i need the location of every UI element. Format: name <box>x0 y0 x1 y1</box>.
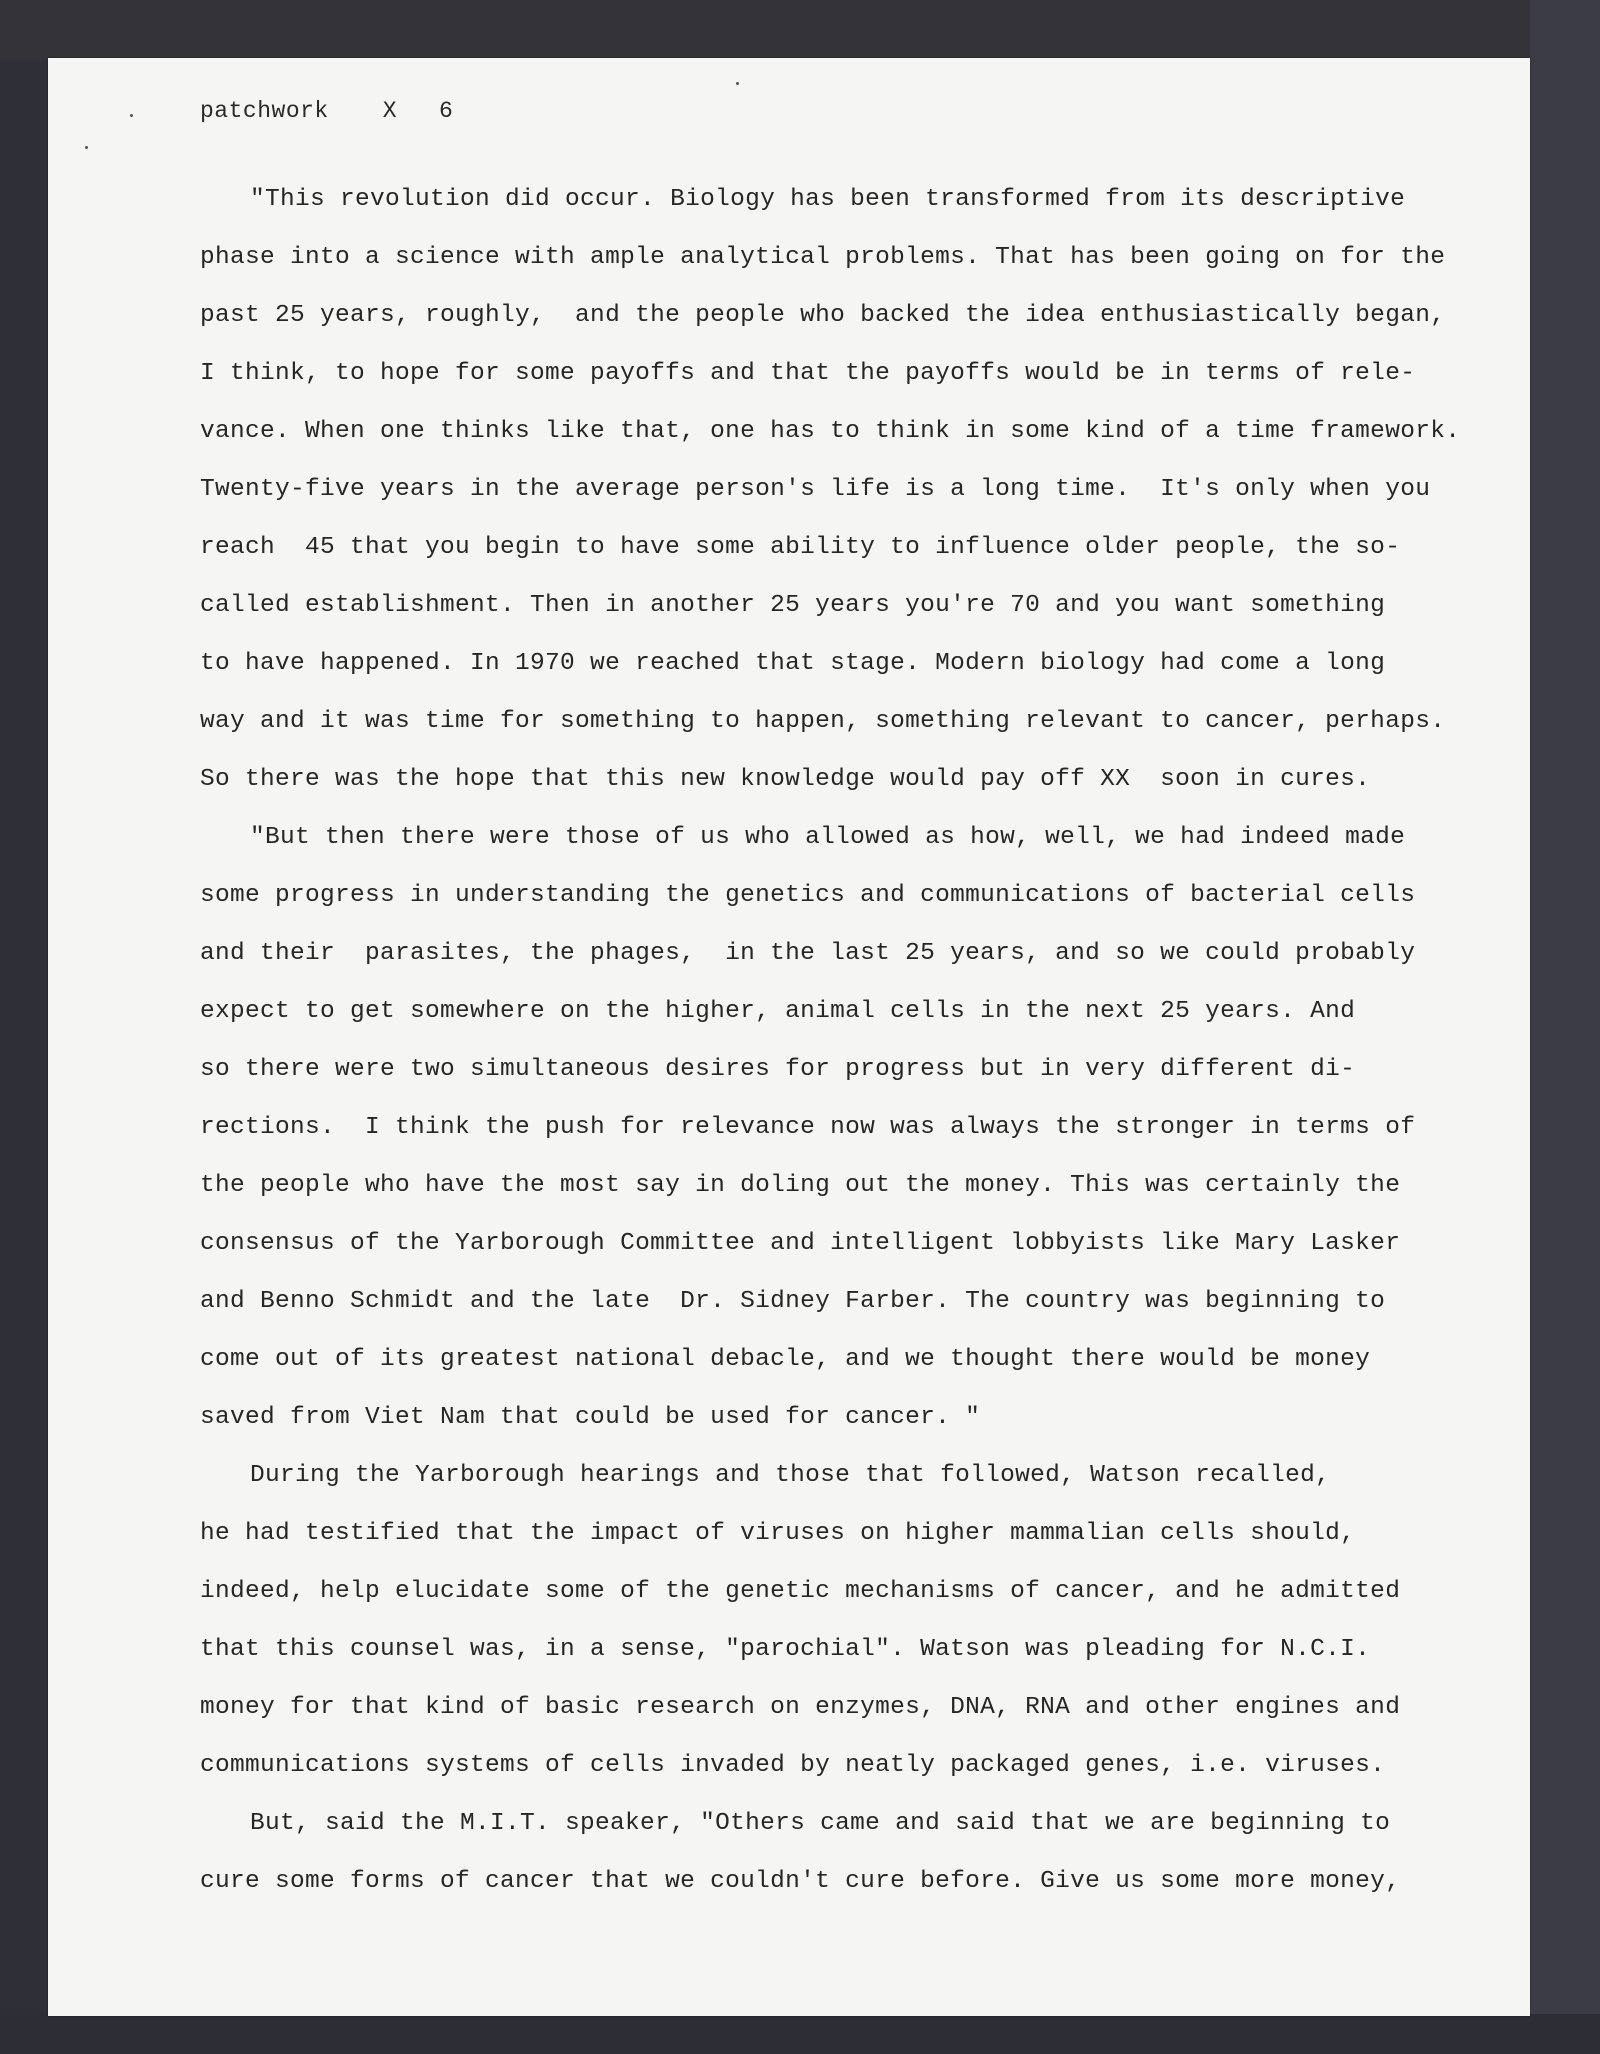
header-section: X <box>382 98 398 124</box>
typewritten-page <box>48 58 1530 2016</box>
text-line-13: some progress in understanding the genetics and communications of bacterial cells <box>200 882 1416 909</box>
text-line-4: I think, to hope for some payoffs and that the payoffs would be in terms of rele- <box>200 360 1416 387</box>
text-line-15: expect to get somewhere on the higher, animal cells in the next 25 years. And <box>200 998 1356 1025</box>
text-line-7: reach 45 that you begin to have some ability to influence older people, the so- <box>200 534 1401 561</box>
text-line-24: he had testified that the impact of viruses on higher mammalian cells should, <box>200 1520 1356 1547</box>
scan-background-right <box>1530 0 1600 2054</box>
text-line-14: and their parasites, the phages, in the last 25 years, and so we could probably <box>200 940 1416 967</box>
text-line-5: vance. When one thinks like that, one has to think in some kind of a time framework. <box>200 418 1461 445</box>
paper-speck <box>130 114 133 117</box>
text-line-27: money for that kind of basic research on enzymes, DNA, RNA and other engines and <box>200 1694 1401 1721</box>
scan-background-top <box>0 0 1600 60</box>
text-line-8: called establishment. Then in another 25 years you're 70 and you want something <box>200 592 1386 619</box>
paper-speck <box>736 82 739 85</box>
text-line-9: to have happened. In 1970 we reached that stage. Modern biology had come a long <box>200 650 1386 677</box>
text-line-29: But, said the M.I.T. speaker, "Others came and said that we are beginning to <box>250 1810 1391 1837</box>
text-line-19: consensus of the Yarborough Committee and intelligent lobbyists like Mary Lasker <box>200 1230 1401 1257</box>
text-line-16: so there were two simultaneous desires for progress but in very different di- <box>200 1056 1356 1083</box>
scan-background-bottom <box>0 2014 1600 2054</box>
text-line-26: that this counsel was, in a sense, "parochial". Watson was pleading for N.C.I. <box>200 1636 1371 1663</box>
text-line-23: During the Yarborough hearings and those that followed, Watson recalled, <box>250 1462 1331 1489</box>
text-line-2: phase into a science with ample analytical problems. That has been going on for the <box>200 244 1446 271</box>
text-line-6: Twenty-five years in the average person's life is a long time. It's only when you <box>200 476 1431 503</box>
text-line-20: and Benno Schmidt and the late Dr. Sidney Farber. The country was beginning to <box>200 1288 1386 1315</box>
text-line-12: "But then there were those of us who allowed as how, well, we had indeed made <box>250 824 1406 851</box>
text-line-18: the people who have the most say in doling out the money. This was certainly the <box>200 1172 1401 1199</box>
text-line-3: past 25 years, roughly, and the people who backed the idea enthusiastically began, <box>200 302 1446 329</box>
text-line-28: communications systems of cells invaded by neatly packaged genes, i.e. viruses. <box>200 1752 1386 1779</box>
text-line-22: saved from Viet Nam that could be used for cancer. " <box>200 1404 981 1431</box>
text-line-25: indeed, help elucidate some of the genetic mechanisms of cancer, and he admitted <box>200 1578 1401 1605</box>
header-title: patchwork <box>200 98 329 124</box>
text-line-30: cure some forms of cancer that we couldn't cure before. Give us some more money, <box>200 1868 1401 1895</box>
paper-speck <box>85 146 88 149</box>
page-header <box>200 98 453 124</box>
text-line-10: way and it was time for something to happen, something relevant to cancer, perhaps. <box>200 708 1446 735</box>
text-line-21: come out of its greatest national debacle, and we thought there would be money <box>200 1346 1371 1373</box>
text-line-1: "This revolution did occur. Biology has been transformed from its descriptive <box>250 186 1406 213</box>
header-page-number: 6 <box>439 98 454 124</box>
text-line-11: So there was the hope that this new knowledge would pay off XX soon in cures. <box>200 766 1371 793</box>
text-line-17: rections. I think the push for relevance now was always the stronger in terms of <box>200 1114 1416 1141</box>
